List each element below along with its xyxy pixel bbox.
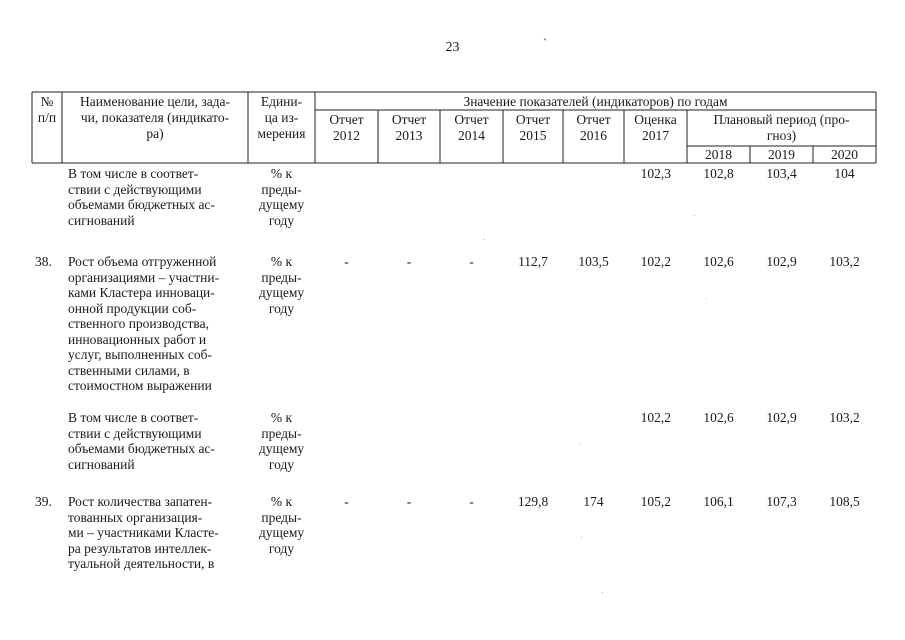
row-num: 38.	[35, 254, 52, 269]
header-col-2012: Отчет 2012	[329, 112, 364, 143]
row-value-2015: 129,8	[517, 494, 549, 509]
row-unit: % к преды- дущему году	[258, 254, 305, 316]
scan-speck	[581, 537, 582, 538]
row-value-2017: 102,2	[640, 410, 671, 425]
header-plan-2019: 2019	[768, 147, 795, 162]
row-value-2019: 102,9	[766, 254, 797, 269]
table-header-grid	[0, 0, 905, 170]
row-value-2020: 108,5	[829, 494, 860, 509]
header-unit: Едини- ца из- мерения	[257, 94, 306, 141]
stray-mark: `	[543, 36, 547, 50]
row-value-2014: -	[469, 494, 474, 509]
row-value-2012: -	[344, 254, 349, 269]
row-num: 39.	[35, 494, 52, 509]
row-value-2017: 102,2	[640, 254, 671, 269]
header-plan-2018: 2018	[705, 147, 732, 162]
header-col-2016: Отчет 2016	[576, 112, 611, 143]
row-value-2017: 102,3	[640, 166, 671, 181]
row-value-2015: 112,7	[518, 254, 548, 269]
scan-speck	[580, 443, 581, 444]
row-value-2016: 103,5	[578, 254, 609, 269]
row-value-2013: -	[406, 494, 412, 509]
row-unit: % к преды- дущему году	[258, 494, 305, 556]
row-name: Рост количества запатен- тованных организация- ми – участниками Класте- ра результатов интеллек- туальной деятельности, в	[68, 494, 219, 571]
row-value-2019: 107,3	[766, 494, 797, 509]
row-value-2018: 102,6	[703, 254, 734, 269]
scan-speck	[694, 215, 695, 216]
header-plan-2020: 2020	[831, 147, 858, 162]
row-value-2019: 102,9	[766, 410, 797, 425]
row-value-2012: -	[344, 494, 349, 509]
header-group: Значение показателей (индикаторов) по годам	[463, 94, 728, 109]
row-value-2020: 104	[834, 166, 855, 181]
row-value-2020: 103,2	[829, 410, 860, 425]
header-col-2013: Отчет 2013	[391, 112, 427, 143]
row-name: В том числе в соответ- ствии с действующими объемами бюджетных ас- сигнований	[68, 166, 215, 228]
header-plan: Плановый период (про- гноз)	[713, 112, 850, 143]
header-name: Наименование цели, зада- чи, показателя (индикато- ра)	[79, 94, 231, 141]
row-unit: % к преды- дущему году	[258, 166, 305, 228]
row-value-2019: 103,4	[766, 166, 797, 181]
row-value-2018: 102,8	[703, 166, 734, 181]
row-value-2017: 105,2	[640, 494, 671, 509]
row-value-2018: 106,1	[703, 494, 734, 509]
row-value-2014: -	[469, 254, 474, 269]
row-name: Рост объема отгруженной организациями – участни- ками Кластера инноваци- онной продукции соб- ственного производства, инновационных работ и услуг, выполненных соб- ственными силами, в стоимостном выражении	[68, 254, 220, 393]
page-number: 23	[445, 40, 460, 55]
header-num: № п/п	[37, 94, 57, 125]
row-unit: % к преды- дущему году	[258, 410, 305, 472]
header-col-2014: Отчет 2014	[454, 112, 489, 143]
header-col-2017: Оценка 2017	[634, 112, 677, 143]
scan-speck	[706, 298, 707, 299]
scan-speck	[483, 239, 484, 240]
row-name: В том числе в соответ- ствии с действующими объемами бюджетных ас- сигнований	[68, 410, 215, 472]
row-value-2020: 103,2	[829, 254, 860, 269]
scan-speck	[602, 592, 603, 593]
row-value-2013: -	[406, 254, 412, 269]
row-value-2018: 102,6	[703, 410, 734, 425]
header-col-2015: Отчет 2015	[515, 112, 551, 143]
row-value-2016: 174	[583, 494, 604, 509]
